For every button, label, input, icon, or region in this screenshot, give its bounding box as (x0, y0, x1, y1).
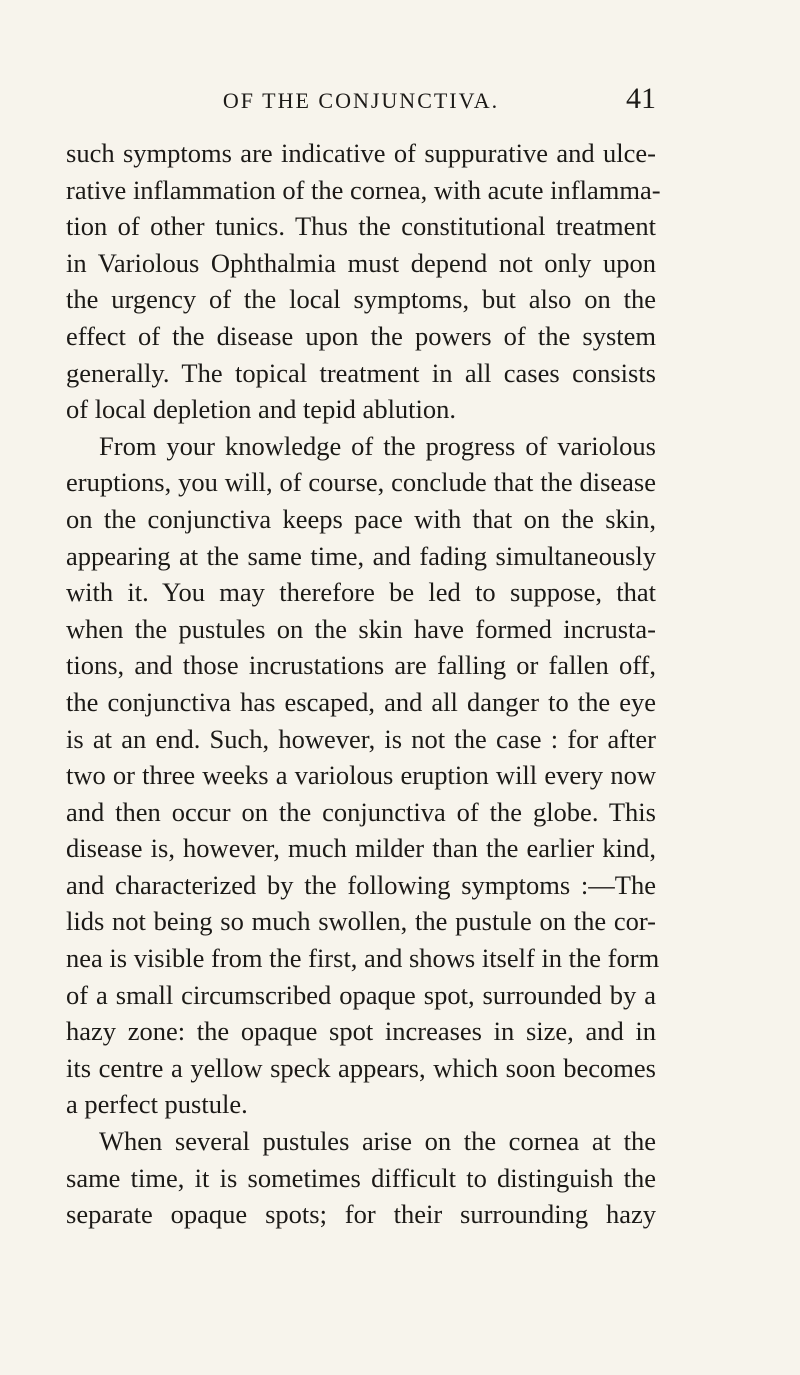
text-line: on the conjunctiva keeps pace with that on the skin, (66, 503, 656, 534)
text-line: eruptions, you will, of course, conclude that the disease (66, 467, 656, 498)
running-head (66, 84, 656, 118)
text-line: and characterized by the following symptoms :—The (66, 869, 656, 900)
running-title: OF THE CONJUNCTIVA. (222, 88, 500, 113)
text-line: the urgency of the local symptoms, but also on the (66, 284, 656, 315)
text-line: disease is, however, much milder than the earlier kind, (66, 833, 656, 864)
text-line: two or three weeks a variolous eruption will every now (66, 760, 656, 791)
text-line: same time, it is sometimes difficult to distinguish the (66, 1162, 656, 1193)
text-line: of a small circumscribed opaque spot, surrounded by a (66, 979, 656, 1010)
text-line: tions, and those incrustations are falling or fallen off, (66, 650, 656, 681)
text-line: in Variolous Ophthalmia must depend not only upon (66, 247, 656, 278)
text-line: appearing at the same time, and fading simultaneously (66, 540, 656, 571)
text-line: and then occur on the conjunctiva of the globe. This (66, 796, 656, 827)
text-line: when the pustules on the skin have formed incrusta- (66, 613, 656, 644)
text-line: the conjunctiva has escaped, and all danger to the eye (66, 686, 656, 717)
text-line: When several pustules arise on the cornea at the (99, 1126, 656, 1157)
text-line: nea is visible from the first, and shows itself in the form (66, 943, 660, 974)
text-line: tion of other tunics. Thus the constitutional treatment (66, 211, 656, 242)
text-line: a perfect pustule. (66, 1089, 248, 1120)
text-line: effect of the disease upon the powers of the system (66, 320, 656, 351)
body-text (66, 135, 661, 1233)
page-number: 41 (626, 82, 656, 115)
text-line: lids not being so much swollen, the pustule on the cor- (66, 906, 656, 937)
text-line: hazy zone: the opaque spot increases in size, and in (66, 1016, 656, 1047)
text-line: rative inflammation of the cornea, with acute inflamma- (66, 174, 661, 205)
text-line: such symptoms are indicative of suppurative and ulce- (66, 138, 656, 168)
text-line: generally. The topical treatment in all cases consists (66, 357, 656, 388)
text-line: its centre a yellow speck appears, which soon becomes (66, 1052, 656, 1083)
text-line: is at an end. Such, however, is not the case : for after (66, 723, 656, 754)
text-line: of local depletion and tepid ablution. (66, 394, 457, 425)
text-line: separate opaque spots; for their surrounding hazy (66, 1199, 656, 1230)
text-line: with it. You may therefore be led to suppose, that (66, 577, 656, 608)
text-line: From your knowledge of the progress of variolous (99, 430, 656, 461)
